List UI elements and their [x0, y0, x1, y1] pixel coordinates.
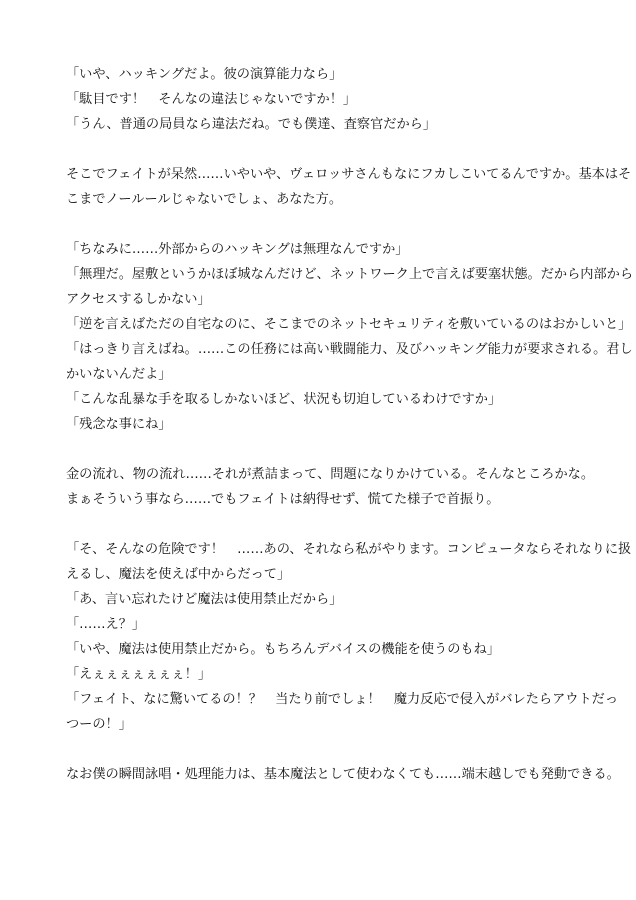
text-line: 「いや、魔法は使用禁止だから。もちろんデバイスの機能を使うのもね」	[66, 642, 500, 657]
text-line: 「こんな乱暴な手を取るしかないほど、状況も切迫しているわけですか」	[66, 392, 502, 407]
text-line: こまでノールールじゃないでしょ、あなた方。	[66, 192, 343, 207]
blank-line	[66, 137, 586, 162]
text-line: アクセスするしかない」	[66, 292, 211, 307]
text-line: 「……え？」	[66, 617, 146, 632]
text-line: 「はっきり言えばね。……この任務には高い戦闘能力、及びハッキング能力が要求される。君し	[66, 342, 633, 357]
text-line: つーの！」	[66, 717, 132, 732]
text-line: 「ちなみに……外部からのハッキングは無理なんですか」	[66, 242, 409, 257]
text-line: 「いや、ハッキングだよ。彼の演算能力なら」	[66, 67, 343, 82]
text-line: まぁそういう事なら……でもフェイトは納得せず、慌てた様子で首振り。	[66, 492, 500, 507]
text-line: 「そ、そんなの危険です！ ……あの、それなら私がやります。コンピュータならそれなりに扱	[66, 542, 632, 557]
blank-line	[66, 437, 586, 462]
text-line: かいないんだよ」	[66, 367, 172, 382]
blank-line	[66, 737, 586, 762]
document-text	[66, 62, 634, 787]
text-line: 「あ、言い忘れたけど魔法は使用禁止だから」	[66, 592, 343, 607]
text-line: 「うん、普通の局員なら違法だね。でも僕達、査察官だから」	[66, 117, 437, 132]
text-line: 「無理だ。屋敷というかほぼ城なんだけど、ネットワーク上で言えば要塞状態。だから内部から	[66, 267, 634, 282]
text-line: 「えぇぇぇぇぇぇぇ！」	[66, 667, 212, 682]
blank-line	[66, 212, 586, 237]
text-line: 「駄目です！ そんなの違法じゃないですか！」	[66, 92, 357, 107]
blank-line	[66, 512, 586, 537]
text-line: なお僕の瞬間詠唱・処理能力は、基本魔法として使わなくても……端末越しでも発動できる。	[66, 767, 620, 782]
text-line: 「フェイト、なに驚いてるの！？ 当たり前でしょ！ 魔力反応で侵入がバレたらアウトだっ	[66, 692, 619, 707]
text-line: 金の流れ、物の流れ……それが煮詰まって、問題になりかけている。そんなところかな。	[66, 467, 595, 482]
text-line: 「逆を言えばただの自宅なのに、そこまでのネットセキュリティを敷いているのはおかしいと」	[66, 317, 632, 332]
text-line: えるし、魔法を使えば中からだって」	[66, 567, 291, 582]
text-line: 「残念な事にね」	[66, 417, 172, 432]
text-line: そこでフェイトが呆然……いやいや、ヴェロッサさんもなにフカしこいてるんですか。基本はそ	[66, 167, 632, 182]
